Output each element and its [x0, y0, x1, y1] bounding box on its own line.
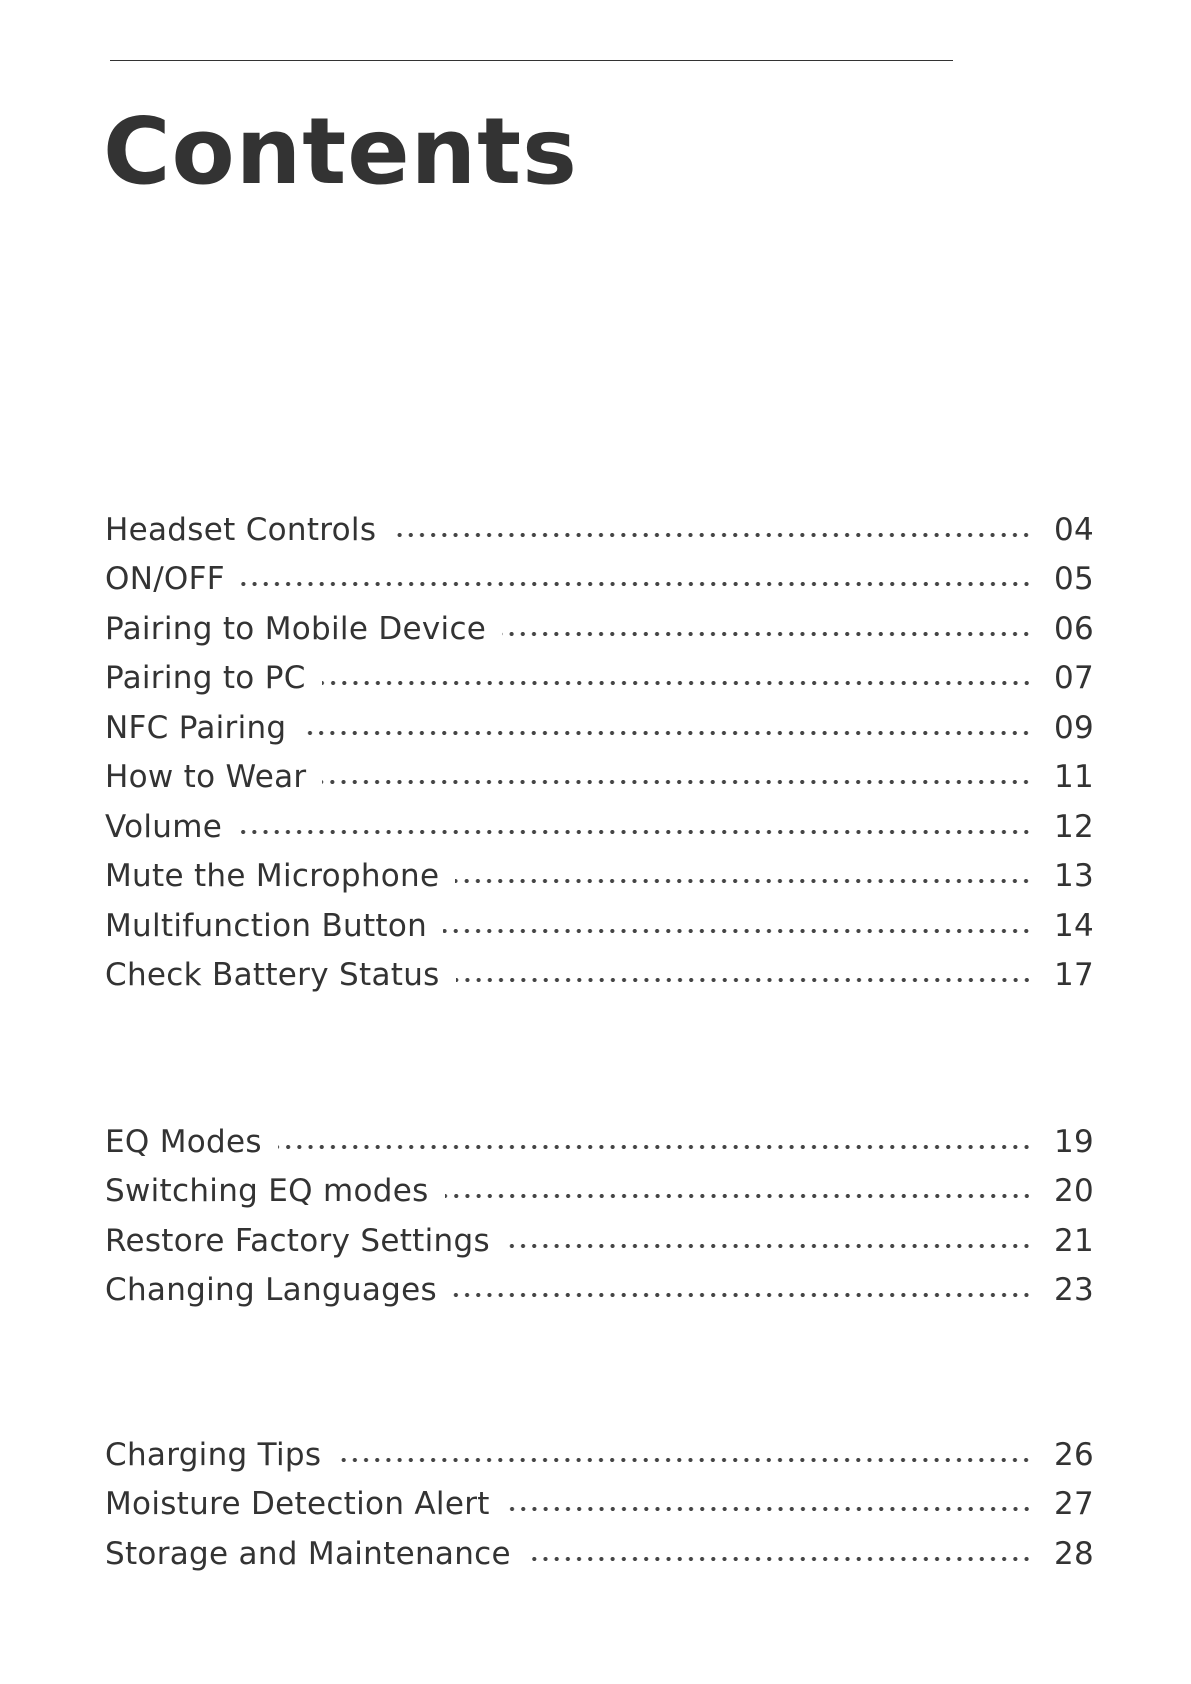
toc-entry[interactable]: [105, 1266, 1095, 1316]
toc-entry-page: 23: [1054, 1272, 1095, 1309]
toc-entry-label: Check Battery Status: [105, 957, 440, 994]
dot-leader: [238, 827, 1032, 837]
toc-entry-label: Volume: [105, 808, 223, 845]
toc-entry-page: 09: [1054, 709, 1095, 746]
toc-entry-page: 27: [1054, 1486, 1095, 1523]
toc-section-3: [105, 1430, 1095, 1579]
dot-leader: [502, 629, 1032, 639]
toc-entry-page: 14: [1054, 907, 1095, 944]
top-divider: [110, 60, 953, 61]
dot-leader: [302, 728, 1032, 738]
toc-entry[interactable]: [105, 901, 1095, 951]
toc-section-1: [105, 505, 1095, 1000]
dot-leader: [392, 530, 1032, 540]
dot-leader: [322, 678, 1032, 688]
toc-entry[interactable]: [105, 555, 1095, 605]
toc-entry[interactable]: [105, 1117, 1095, 1167]
dot-leader: [527, 1554, 1032, 1564]
toc-entry-label: Switching EQ modes: [105, 1173, 429, 1210]
toc-entry-page: 04: [1054, 511, 1095, 548]
dot-leader: [455, 876, 1032, 886]
toc-entry-label: Pairing to PC: [105, 660, 306, 697]
toc-entry-page: 06: [1054, 610, 1095, 647]
toc-entry-label: Charging Tips: [105, 1436, 322, 1473]
toc-entry-page: 17: [1054, 957, 1095, 994]
toc-entry[interactable]: [105, 654, 1095, 704]
dot-leader: [445, 1191, 1032, 1201]
toc-entry[interactable]: [105, 753, 1095, 803]
dot-leader: [506, 1504, 1032, 1514]
toc-entry[interactable]: [105, 1430, 1095, 1480]
toc-entry-label: Restore Factory Settings: [105, 1222, 490, 1259]
toc-entry[interactable]: [105, 505, 1095, 555]
dot-leader: [456, 975, 1032, 985]
toc-entry-page: 07: [1054, 660, 1095, 697]
toc-entry-page: 28: [1054, 1535, 1095, 1572]
page-title: Contents: [103, 98, 578, 205]
toc-entry-page: 20: [1054, 1173, 1095, 1210]
toc-entry-label: Multifunction Button: [105, 907, 428, 944]
dot-leader: [337, 1455, 1032, 1465]
toc-entry[interactable]: [105, 604, 1095, 654]
toc-section-2: [105, 1117, 1095, 1315]
dot-leader: [278, 1142, 1032, 1152]
toc-entry-page: 13: [1054, 858, 1095, 895]
dot-leader: [506, 1241, 1032, 1251]
dot-leader: [241, 579, 1032, 589]
toc-entry-page: 19: [1054, 1123, 1095, 1160]
toc-entry-page: 12: [1054, 808, 1095, 845]
toc-entry-label: How to Wear: [105, 759, 307, 796]
toc-entry-page: 26: [1054, 1436, 1095, 1473]
toc-entry[interactable]: [105, 1480, 1095, 1530]
dot-leader: [322, 777, 1032, 787]
toc-entry-label: Storage and Maintenance: [105, 1535, 511, 1572]
toc-entry-label: NFC Pairing: [105, 709, 287, 746]
toc-entry-label: Mute the Microphone: [105, 858, 440, 895]
toc-entry-page: 21: [1054, 1222, 1095, 1259]
toc-entry-label: Moisture Detection Alert: [105, 1486, 490, 1523]
toc-entry[interactable]: [105, 1216, 1095, 1266]
dot-leader: [443, 926, 1032, 936]
toc-entry[interactable]: [105, 1167, 1095, 1217]
toc-entry-page: 05: [1054, 561, 1095, 598]
toc-entry-label: Changing Languages: [105, 1272, 437, 1309]
toc-entry[interactable]: [105, 951, 1095, 1001]
toc-entry[interactable]: [105, 852, 1095, 902]
toc-entry[interactable]: [105, 703, 1095, 753]
toc-entry-label: Pairing to Mobile Device: [105, 610, 487, 647]
toc-entry-page: 11: [1054, 759, 1095, 796]
dot-leader: [453, 1290, 1032, 1300]
toc-entry-label: Headset Controls: [105, 511, 377, 548]
toc-entry-label: EQ Modes: [105, 1123, 262, 1160]
toc-entry[interactable]: [105, 1529, 1095, 1579]
toc-entry[interactable]: [105, 802, 1095, 852]
toc-entry-label: ON/OFF: [105, 561, 225, 598]
